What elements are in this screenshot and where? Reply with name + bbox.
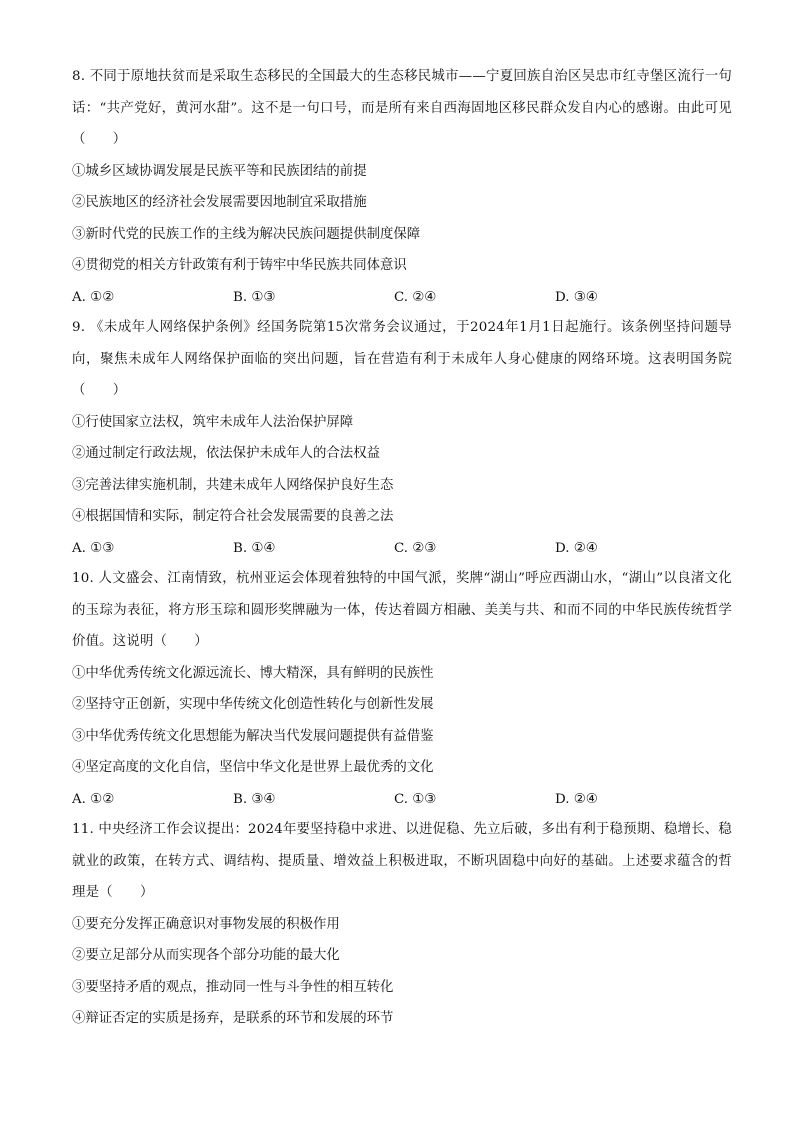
question-11: [72, 814, 732, 1035]
choice-c: C. ①③: [394, 791, 437, 807]
statement-2: ②通过制定行政法规，依法保护未成年人的合法权益: [72, 446, 380, 461]
choice-d: D. ②④: [555, 540, 598, 556]
question-stem: 8. 不同于原地扶贫而是采取生态移民的全国最大的生态移民城市——宁夏回族自治区吴忠市红寺堡区流行一句话：“共产党好，黄河水甜”。这不是一句口号，而是所有来自西海固地区移民群众发自内心的感谢。由此可见（ ）: [72, 69, 732, 147]
choice-a: A. ①③: [72, 540, 115, 556]
statement-1: ①行使国家立法权，筑牢未成年人法治保护屏障: [72, 414, 354, 430]
question-9: [72, 312, 732, 564]
choice-d: D. ③④: [555, 289, 598, 305]
choice-a: A. ①②: [72, 791, 115, 807]
statement-1: ①要充分发挥正确意识对事物发展的积极作用: [72, 916, 340, 932]
choice-b: B. ①③: [233, 289, 276, 305]
question-stem: 11. 中央经济工作会议提出：2024年要坚持稳中求进、以进促稳、先立后破，多出有利于稳预期、稳增长、稳就业的政策，在转方式、调结构、提质量、增效益上积极进取，不断巩固稳中向好的基础。上述要求蕴含的哲理是（ ）: [72, 822, 732, 900]
statement-4: ④贯彻党的相关方针政策有利于铸牢中华民族共同体意识: [72, 258, 407, 273]
answer-choices: [72, 282, 732, 314]
choice-c: C. ②④: [394, 289, 437, 305]
choice-c: C. ②③: [394, 540, 437, 556]
question-8: [72, 61, 732, 313]
answer-choices: [72, 784, 732, 816]
question-10: [72, 563, 732, 815]
statement-2: ②要立足部分从而实现各个部分功能的最大化: [72, 948, 340, 963]
statement-2: ②坚持守正创新，实现中华传统文化创造性转化与创新性发展: [72, 697, 434, 712]
statement-1: ①城乡区域协调发展是民族平等和民族团结的前提: [72, 163, 367, 179]
statement-1: ①中华优秀传统文化源远流长、博大精深，具有鲜明的民族性: [72, 665, 434, 681]
statement-3: ③完善法律实施机制，共建未成年人网络保护良好生态: [72, 477, 394, 493]
question-stem: 10. 人文盛会、江南情致，杭州亚运会体现着独特的中国气派，奖牌“湖山”呼应西湖山水，“湖山”以良渚文化的玉琮为表征，将方形玉琮和圆形奖牌融为一体，传达着圆方相融、美美与共、和而不同的中华民族传统哲学价值。这说明（ ）: [72, 571, 732, 649]
statement-3: ③中华优秀传统文化思想能为解决当代发展问题提供有益借鉴: [72, 728, 434, 744]
statement-3: ③要坚持矛盾的观点，推动同一性与斗争性的相互转化: [72, 979, 394, 995]
statement-3: ③新时代党的民族工作的主线为解决民族问题提供制度保障: [72, 226, 421, 242]
statement-4: ④根据国情和实际，制定符合社会发展需要的良善之法: [72, 509, 394, 524]
choice-d: D. ②④: [555, 791, 598, 807]
statement-2: ②民族地区的经济社会发展需要因地制宜采取措施: [72, 195, 367, 210]
statement-4: ④坚定高度的文化自信，坚信中华文化是世界上最优秀的文化: [72, 760, 434, 775]
choice-a: A. ①②: [72, 289, 115, 305]
statement-4: ④辩证否定的实质是扬弃，是联系的环节和发展的环节: [72, 1011, 394, 1026]
choice-b: B. ①④: [233, 540, 276, 556]
answer-choices: [72, 533, 732, 565]
question-stem: 9. 《未成年人网络保护条例》经国务院第15次常务会议通过，于2024年1月1日起施行。该条例坚持问题导向，聚焦未成年人网络保护面临的突出问题，旨在营造有利于未成年人身心健康的网络环境。这表明国务院（ ）: [72, 320, 732, 398]
choice-b: B. ③④: [233, 791, 276, 807]
